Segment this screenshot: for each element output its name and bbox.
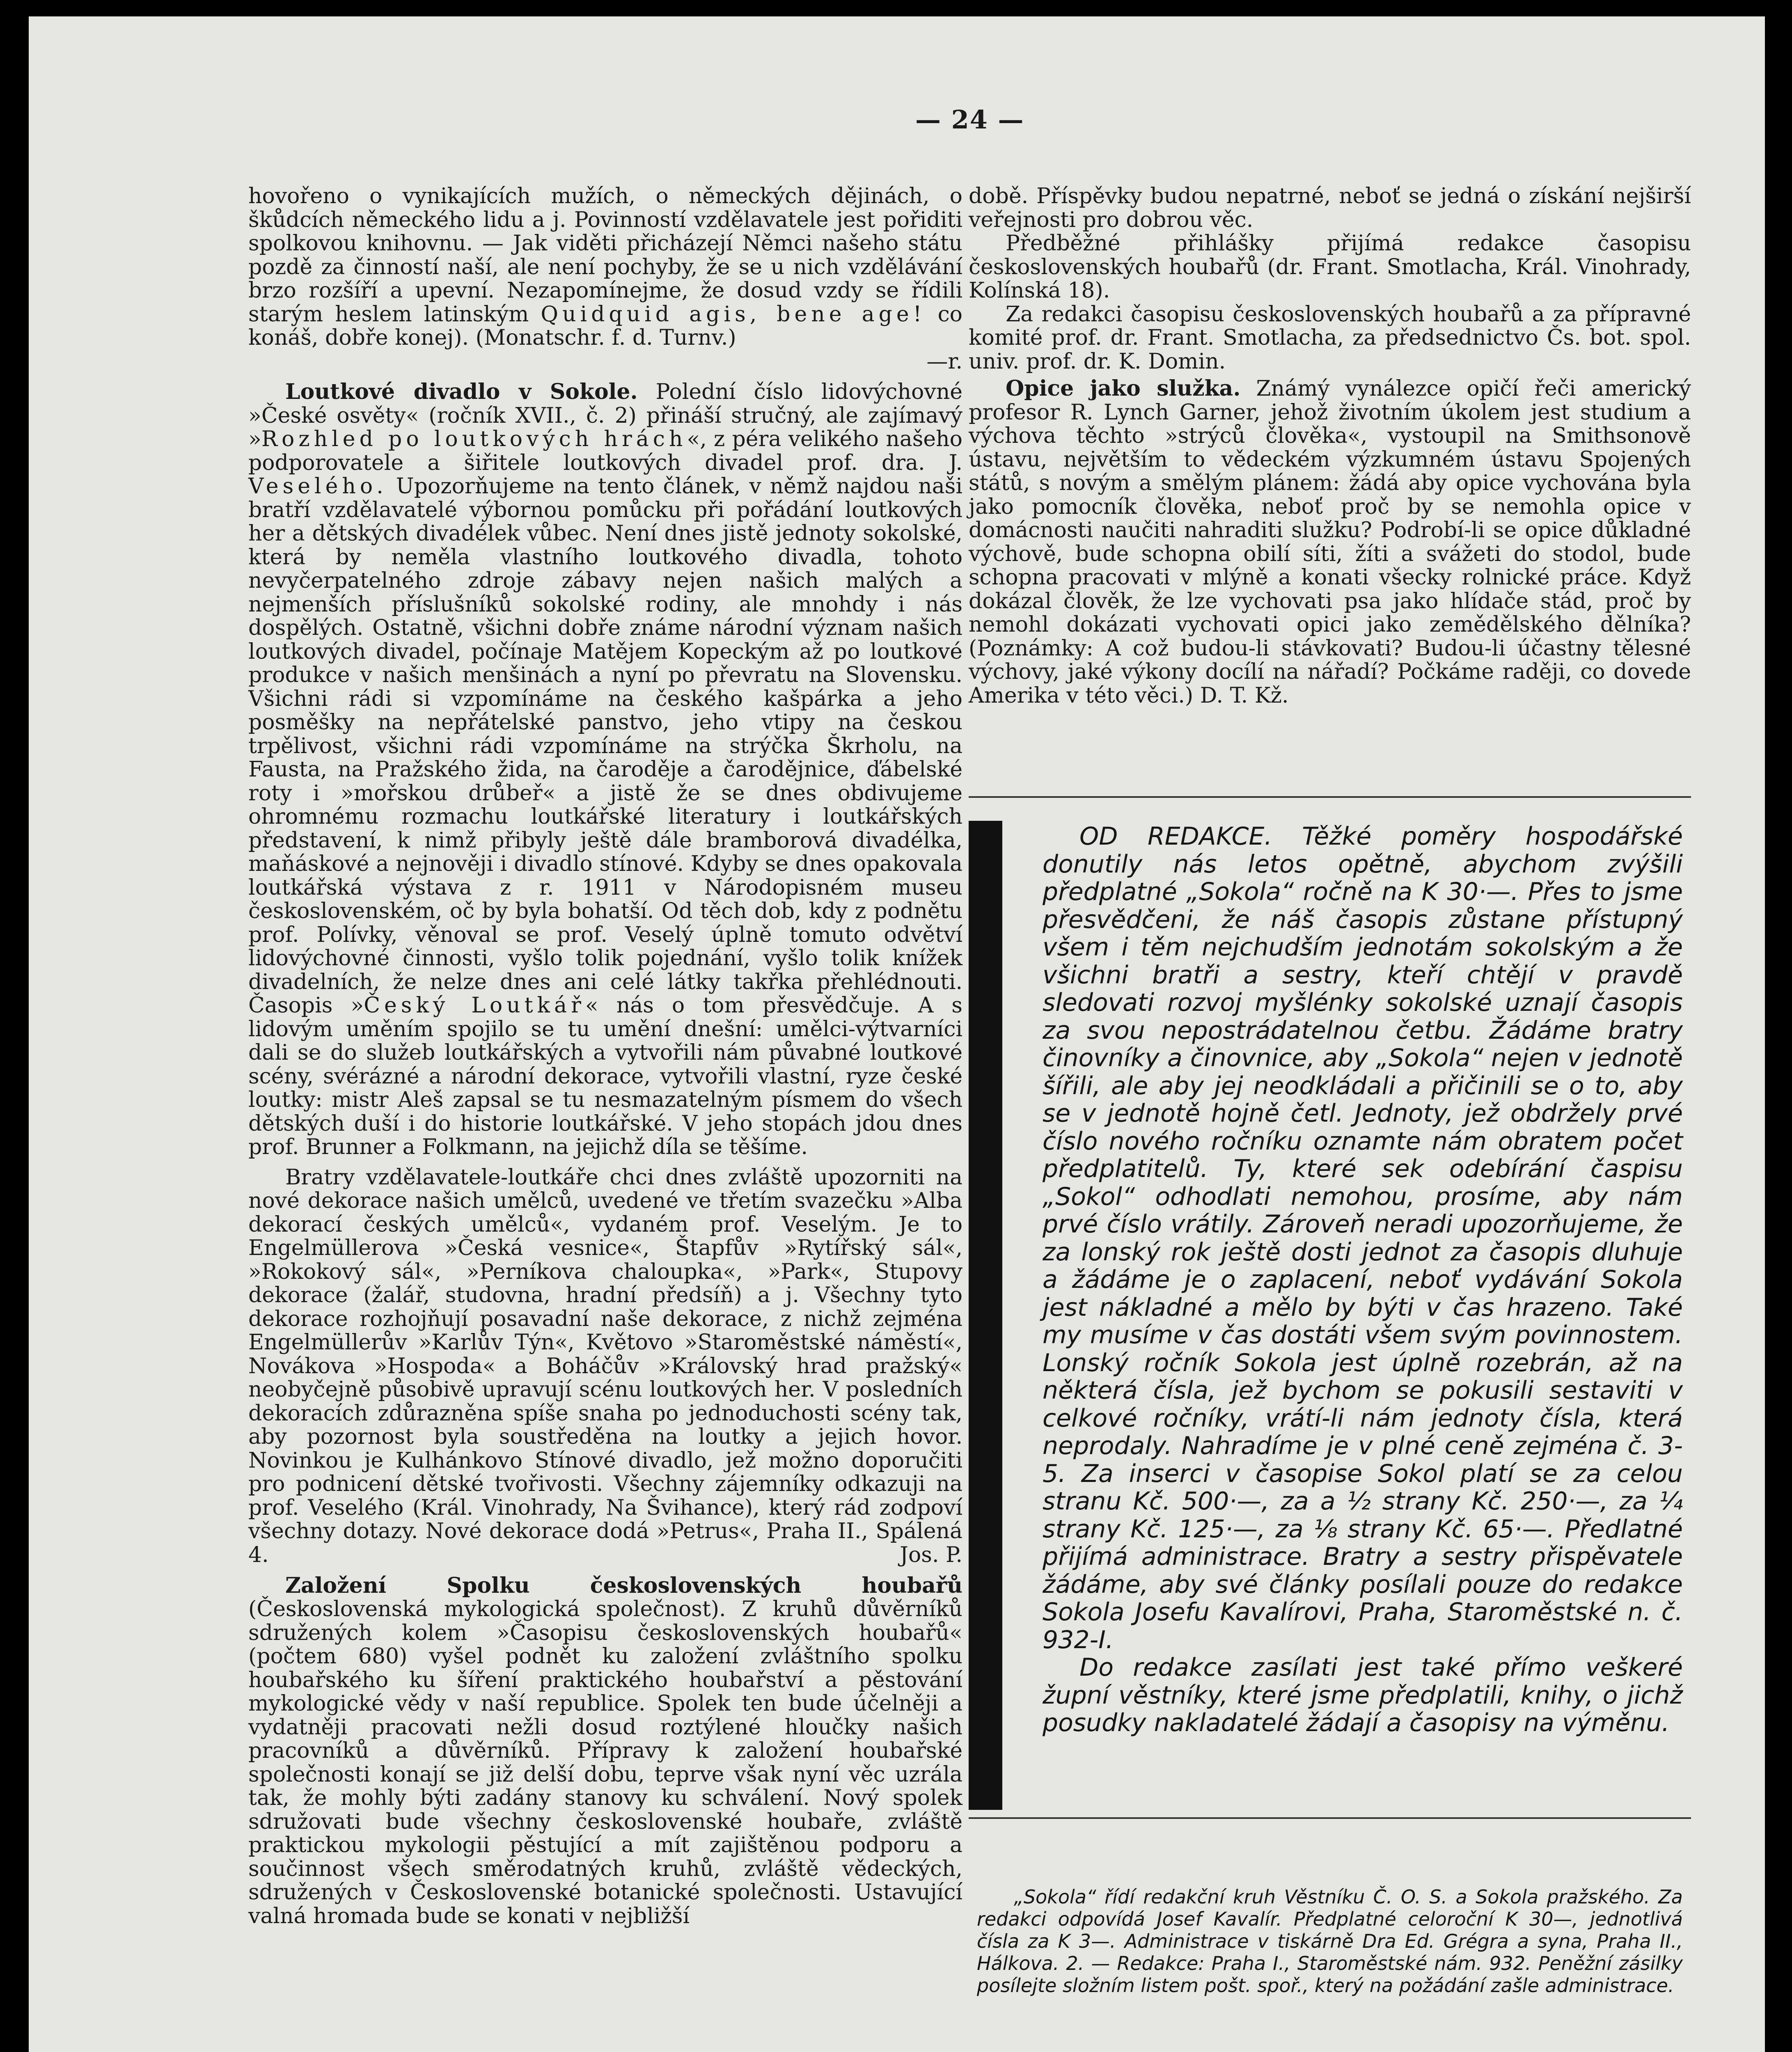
- article-text: «, z péra velikého našeho podporovatele a šiřitele loutkových divadel prof. dra. J.: [248, 427, 962, 475]
- registration-paragraph: Předběžné přihlášky přijímá redakce časopisu československých houbařů (dr. Frant. Smotlacha, Král. Vinohrady, Kolínská 18).: [969, 231, 1691, 303]
- article-signature: Jos. P.: [900, 1543, 962, 1567]
- article-heading: Založení Spolku československých houbařů: [285, 1573, 962, 1598]
- article-heading: Opice jako služka.: [1006, 376, 1241, 401]
- article-text: « nás o tom přesvědčuje. A s lidovým uměním spojilo se tu umění dnešní: umělci-výtvarníci dali se do služeb loutkářských a vytvořili nám půvabné loutkové scény, svérázné a národní dekorace, vytvořili vlastní, ryze české loutky: mistr Aleš zapsal se tu nesmazatelným písmem do všech dětských duší i do historie loutkářské. V jeho stopách jdou dnes prof. Brunner a Folkmann, na jejichž díla se těšíme.: [248, 993, 962, 1159]
- spaced-name: Veselého.: [248, 474, 387, 499]
- imprint-text: „Sokola“ řídí redakční kruh Věstníku Č. O. S. a Sokola pražského. Za redakci odpovídá Josef Kavalír. Předplatné celoroční K 30—, jednotlivá čísla za K 3—. Administrace v tiskárně Dra Ed. Grégra a syna, Praha II., Hálkova. 2. — Redakce: Praha I., Staroměstské nám. 932. Peněžní zásilky posílejte složním listem pošt. spoř., který na požádání zašle administrace.: [977, 1886, 1683, 1997]
- committee-paragraph: Za redakci časopisu československých houbařů a za přípravné komité prof. dr. Frant. Smotlacha, za předsednictvo Čs. bot. spol. univ. prof. dr. K. Domin.: [969, 302, 1691, 374]
- article-text: (Československá mykologická společnost). Z kruhů důvěrníků sdružených kolem »Časopisu československých houbařů« (počtem 680) vyšel podnět ku založení zvláštního spolku houbařského ku šíření praktického houbařství a pěstování mykologické vědy v naší republice. Spolek ten bude účelněji a vydatněji pracovati nežli dosud roztýlené hloučky našich pracovníků a důvěrníků. Přípravy k založení houbařské společnosti konají se již delší dobu, teprve však nyní věc uzrála tak, že mohly býti zadány stanovy ku schválení. Nový spolek sdružovati bude všechny československé houbaře, zvláště praktickou mykologii pěstující a mít zajištěnou podporu a součinnost všech směrodatných kruhů, zvláště vědeckých, sdružených v Československé botanické společnosti. Ustavující valná hromada bude se konati v nejbližší: [248, 1597, 962, 1928]
- black-side-bar: [969, 821, 1002, 1810]
- newspaper-page: [29, 16, 1765, 2052]
- monkey-article: [969, 377, 1691, 708]
- page-number: — 24 —: [915, 105, 1024, 135]
- article-text: Polední číslo lidovýchovné »České osvěty« (ročník XVII., č. 2) přináší stručný, ale zajímavý »: [248, 380, 962, 451]
- spaced-title: Rozhled po loutkových hrách: [261, 427, 687, 451]
- article-text: Upozorňujeme na tento článek, v němž najdou naši bratří vzdělavatelé výbornou pomůcku při pořádání loutkových her a dětských divadélek vůbec. Není dnes jistě jednoty sokolské, která by neměla vlastního loutkového divadla, tohoto nevyčerpatelného zdroje zábavy nejen našich malých a nejmenších příslušníků sokolské rodiny, ale mnohdy i nás dospělých. Ostatně, všichni dobře známe národní význam našich loutkových divadel, počínaje Matějem Kopeckým až po loutkové produkce v našich menšinách a nyní po převratu na Slovensku. Všichni rádi si vzpomínáme na českého kašpárka a jeho posměšky na nepřátelské panstvo, jeho vtipy na českou trpělivost, všichni rádi vzpomínáme na strýčka Škrholu, na Fausta, na Pražského žida, na čaroděje a čarodějnice, ďábelské roty i »mořskou drůbeř« a jistě že se dnes obdivujeme ohromnému rozmachu loutkářské literatury i loutkářských představení, k nimž přibyly ještě dále bramborová divadélka, maňáskové a nejnověji i divadlo stínové. Kdyby se dnes opakovala loutkářská výstava z r. 1911 v Národopisném museu československém, oč by byla bohatší. Od těch dob, kdy z podnětu prof. Polívky, věnoval se prof. Veselý úplně tomuto odvětví lidovýchovné činnosti, vyšlo tolik pojednání, vyšlo tolik knížek divadelních, že nelze dnes ani celé látky takřka přehlédnouti. Časopis »: [248, 474, 962, 1018]
- decorations-paragraph: Bratry vzdělavatele-loutkáře chci dnes zvláště upozorniti na nové dekorace našich umělců, uvedené ve třetím svazečku »Alba dekorací českých umělců«, vydaném prof. Veselým. Je to Engelmüllerova »Česká vesnice«, Štapfův »Rytířský sál«, »Rokokový sál«, »Perníkova chaloupka«, »Park«, Stupovy dekorace (žalář, studovna, hradní předsíň) a j. Všechny tyto dekorace rozhojňují posavadní naše dekorace, z nichž zejména Engelmüllerův »Karlův Týn«, Květovo »Staroměstské náměstí«, Novákova »Hospoda« a Boháčův »Královský hrad pražský« neobyčejně působivě upravují scénu loutkových her. V posledních dekoracích zdůrazněna spíše snaha po jednoduchosti scény tak, aby pozornost byla soustředěna na loutky a jejich hovor. Novinkou je Kulhánkovo Stínové divadlo, jež možno doporučiti pro podnicení dětské tvořivosti. Všechny zájemníky odkazuji na prof. Veselého (Král. Vinohrady, Na Švihance), který rád zodpoví všechny dotazy. Nové dekorace dodá »Petrus«, Praha II., Spálená 4.: [248, 1165, 962, 1567]
- article-continuation: době. Příspěvky budou nepatrné, neboť se jedná o získání nejširší veřejnosti pro dobrou věc.: [969, 184, 1691, 232]
- editorial-notice-text: [1043, 823, 1683, 1737]
- imprint: [977, 1886, 1683, 1997]
- article-text: hovořeno o vynikajících mužích, o německých dějinách, o škůdcích německého lidu a j. Povinností vzdělavatele jest pořiditi spolkovou knihovnu. — Jak viděti přicházejí Němci našeho státu pozdě za činností naší, ale není pochyby, že se u nich vzdělávání brzo rozšíří a upevní. Nezapomínejme, že dosud vzdy se řídili starým heslem latinským: [248, 184, 962, 327]
- notice-paragraph: OD REDAKCE. Těžké poměry hospodářské donutily nás letos opětně, abychom zvýšili předplatné „Sokola“ ročně na K 30·—. Přes to jsme přesvědčeni, že náš časopis zůstane přístupný všem i těm nejchudším jednotám sokolským a že všichni bratři a sestry, kteří chtějí v pravdě sledovati rozvoj myšlénky sokolské uznají časopis za svou nepostrádatelnou četbu. Žádáme bratry činovníky a činovnice, aby „Sokola“ nejen v jednotě šířili, ale aby jej neodkládali a přičinili se o to, aby se v jednotě hojně četl. Jednoty, jež obdržely prvé číslo nového ročníku oznamte nám obratem počet předplatitelů. Ty, které sek odebírání časpisu „Sokol“ odhodlati nemohou, prosíme, aby nám prvé číslo vrátily. Zároveň neradi upozorňujeme, že za lonský rok ještě dosti jednot za časopis dluhuje a žádáme je o zaplacení, neboť vydávání Sokola jest nákladné a mělo by býti v čas hrazeno. Také my musíme v čas dostáti všem svým povinnostem. Lonský ročník Sokola jest úplně rozebrán, až na některá čísla, jež bychom se pokusili sestaviti v celkové ročníky, vrátí-li nám jednoty čísla, která neprodaly. Nahradíme je v plné ceně zejména č. 3-5. Za inserci v časopise Sokol platí se za celou stranu Kč. 500·—, za a ½ strany Kč. 250·—, za ¼ strany Kč. 125·—, za ⅛ strany Kč. 65·—. Předlatné přijímá administrace. Bratry a sestry přispěvatele žádáme, aby své články posílali pouze do redakce Sokola Josefu Kavalírovi, Praha, Staroměstské n. č. 932-I.: [1043, 822, 1683, 1654]
- left-column: [248, 185, 962, 1928]
- right-column: [969, 185, 1691, 708]
- article-heading: Loutkové divadlo v Sokole.: [285, 379, 638, 404]
- article-end-paragraph: [248, 185, 962, 350]
- divider: [969, 1817, 1691, 1819]
- article-text: co konáš, dobře konej). (Monatschr. f. d. Turnv.): [248, 302, 962, 350]
- editorial-notice-box: [969, 796, 1691, 1818]
- notice-paragraph: Do redakce zasílati jest také přímo veškeré župní věstníky, které jsme předplatili, knihy, o jichž posudky nakladatelé žádají a časopisy na výměnu.: [1043, 1653, 1683, 1737]
- spaced-title: Český Loutkář: [364, 993, 585, 1018]
- puppet-theatre-article: [248, 380, 962, 1159]
- article-text: Známý vynálezce opičí řeči americký profesor R. Lynch Garner, jehož životním úkolem jest studium a výchova těchto »strýců člověka«, vystoupil na Smithsonově ústavu, největším to vědeckém výzkumném ústavu Spojených států, s novým a smělým plánem: žádá aby opice vychována byla jako pomocník člověka, neboť proč by se nemohla opice v domácnosti naučiti nahraditi služku? Podrobí-li se opice důkladné výchově, bude schopna obilí síti, žíti a svážeti do stodol, bude schopna pracovati v mlýně a konati všecky rolnické práce. Když dokázal člověk, že lze vychovati psa jako hlídače stád, proč by nemohl dokázati vychovati opici jako zemědělského dělníka? (Poznámky: A což budou-li stávkovati? Budou-li účastny tělesné výchovy, jaké výkony docílí na nářadí? Počkáme raději, co dovede Amerika v této věci.) D. T. Kž.: [969, 376, 1691, 708]
- article-signature: —r.: [926, 349, 962, 374]
- latin-motto: Quidquid agis, bene age!: [541, 302, 926, 327]
- divider: [969, 796, 1691, 798]
- mushroom-society-article: [248, 1574, 962, 1928]
